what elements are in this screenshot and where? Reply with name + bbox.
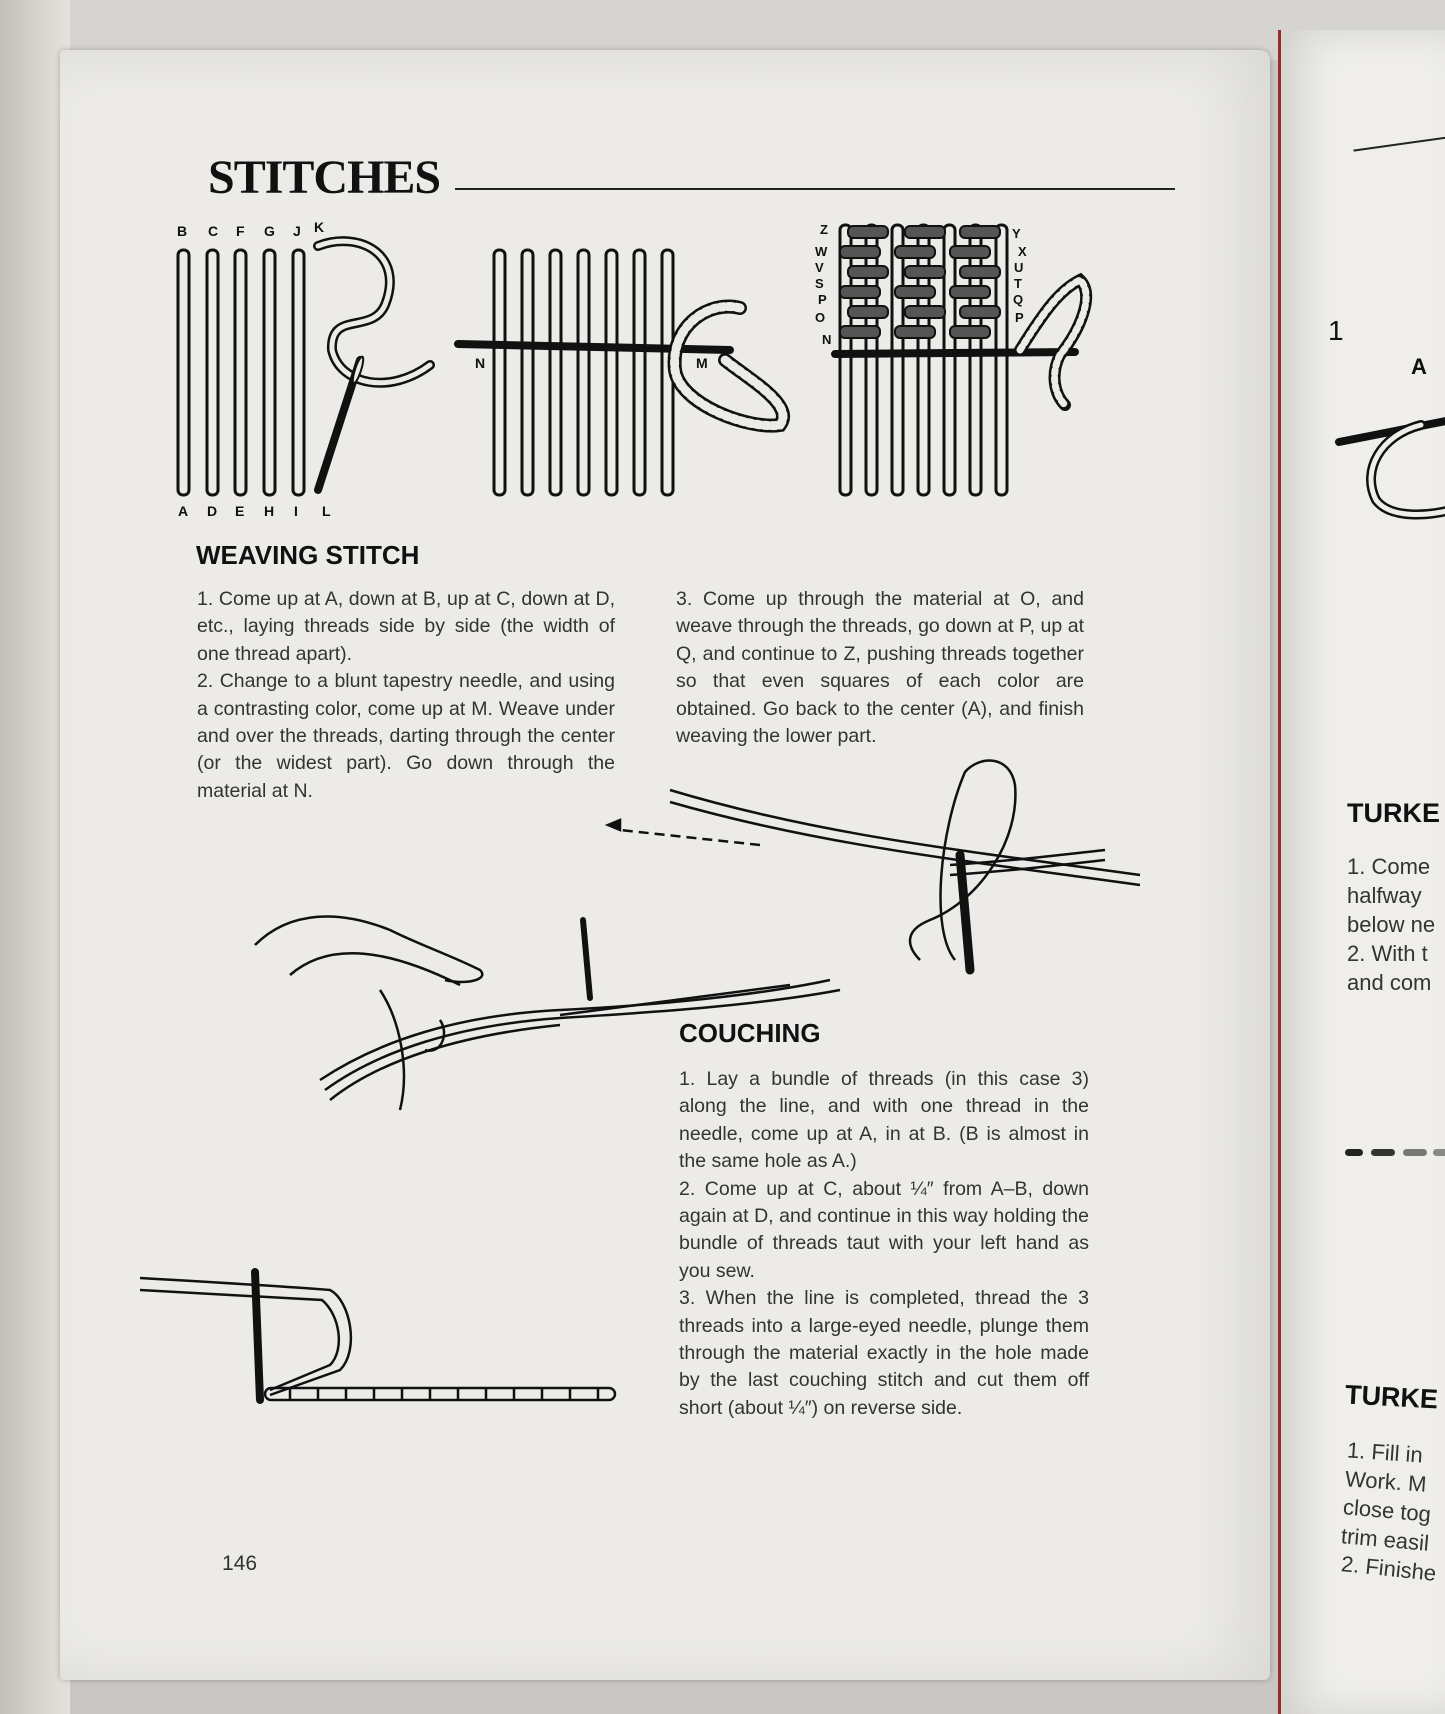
label-q: Q <box>1013 292 1024 307</box>
weaving-col-2 <box>676 586 1084 750</box>
right-line-1: 1. Come <box>1347 854 1431 879</box>
stitch-illustrations <box>60 50 1270 1680</box>
right-line-4: 2. With t <box>1347 941 1428 966</box>
right-line-6: 1. Fill in <box>1346 1437 1424 1468</box>
label-n-grid: N <box>822 332 832 347</box>
figure-1-labels <box>177 219 331 519</box>
label-s: S <box>815 276 824 291</box>
right-line-9: trim easil <box>1340 1523 1430 1556</box>
label-l: L <box>322 503 331 519</box>
couching-figure-top <box>608 761 1140 970</box>
couching-figure-bottom <box>140 1272 615 1400</box>
label-y: Y <box>1012 226 1021 241</box>
label-v: V <box>815 260 824 275</box>
label-o: O <box>815 310 826 325</box>
right-line-8: close tog <box>1342 1494 1432 1527</box>
right-figure-number: 1 <box>1328 315 1344 346</box>
label-d: D <box>207 503 218 519</box>
right-figure <box>1281 380 1445 540</box>
label-p-left: P <box>818 292 827 307</box>
title-rule-right <box>1353 134 1445 151</box>
couching-body <box>679 1066 1089 1422</box>
right-line-5: and com <box>1347 970 1432 995</box>
weaving-heading: WEAVING STITCH <box>196 540 420 570</box>
label-j: J <box>293 223 301 239</box>
right-line-3: below ne <box>1347 912 1436 937</box>
right-figure-label-a: A <box>1411 354 1427 379</box>
label-u: U <box>1014 260 1024 275</box>
label-k: K <box>314 219 325 235</box>
right-heading-2: TURKE <box>1344 1379 1439 1415</box>
label-g: G <box>264 223 275 239</box>
label-n: N <box>475 355 486 371</box>
label-x: X <box>1018 244 1027 259</box>
label-b: B <box>177 223 188 239</box>
book-page-left <box>60 50 1270 1680</box>
weaving-figure-2 <box>458 250 783 495</box>
label-f: F <box>236 223 245 239</box>
right-line-7: Work. M <box>1344 1466 1428 1497</box>
label-a: A <box>178 503 189 519</box>
label-w: W <box>815 244 828 259</box>
label-c: C <box>208 223 219 239</box>
right-heading-1: TURKE <box>1347 798 1440 828</box>
couching-step-2: 2. Come up at C, about ¼″ from A–B, down again at D, and continue in this way holding the bundle of threads taut with your left hand as you sew. <box>679 1177 1089 1282</box>
label-m: M <box>696 355 708 371</box>
couching-heading: COUCHING <box>679 1018 821 1048</box>
label-h: H <box>264 503 275 519</box>
weaving-figure-3 <box>835 225 1086 495</box>
couching-step-1: 1. Lay a bundle of threads (in this case 3) along the line, and with one thread in the needle, come up at A, in at B. (B is almost in the same hole as A.) <box>679 1068 1089 1173</box>
label-t: T <box>1014 276 1022 291</box>
book-page-right <box>1278 30 1445 1714</box>
label-i: I <box>294 503 298 519</box>
weaving-step-3: 3. Come up through the material at O, and weave through the threads, go down at P, up at Q, and continue to Z, pushing threads together so that even squares of each color are obtained. Go back to the center (A), and finish weaving the lower part. <box>676 588 1084 748</box>
weaving-figure-1 <box>178 241 430 495</box>
weaving-col-1 <box>197 586 615 805</box>
right-line-10: 2. Finishe <box>1339 1551 1438 1586</box>
couching-step-3: 3. When the line is completed, thread the 3 threads into a large-eyed needle, plunge them through the material exactly in the hole made by the last couching stitch and cut them off short (about ¼″) on reverse side. <box>679 1287 1089 1419</box>
right-line-2: halfway <box>1347 883 1422 908</box>
label-p-right: P <box>1015 310 1024 325</box>
weaving-step-2: 2. Change to a blunt tapestry needle, and using a contrasting color, come up at M. Weave under and over the threads, darting through the center (or the widest part). Go down through the material at N. <box>197 670 615 802</box>
page-number: 146 <box>222 1552 258 1575</box>
label-z: Z <box>820 222 828 237</box>
weaving-step-1: 1. Come up at A, down at B, up at C, down at D, etc., laying threads side by side (the width of one thread apart). <box>197 588 615 665</box>
right-dash-stitches <box>1345 1147 1445 1157</box>
label-e: E <box>235 503 245 519</box>
page-title: STITCHES <box>208 151 441 204</box>
